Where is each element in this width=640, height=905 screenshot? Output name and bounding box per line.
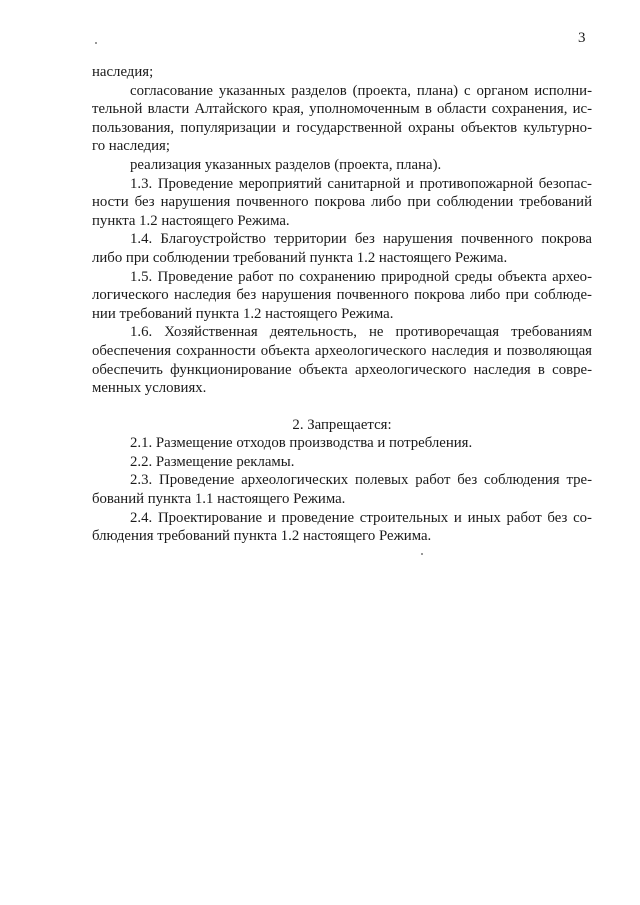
page-number: 3 — [578, 30, 586, 46]
scan-speck — [95, 42, 97, 44]
section-heading: 2. Запрещается: — [292, 416, 392, 433]
text-line: обеспечить функционирование объекта археологического наследия в совре- — [92, 361, 592, 378]
text-line: пункта 1.2 настоящего Режима. — [92, 212, 290, 229]
text-line: тельной власти Алтайского края, уполномоченным в области сохранения, ис- — [92, 101, 592, 118]
scan-speck — [421, 553, 423, 555]
text-line: менных условиях. — [92, 380, 207, 397]
text-line: логического наследия без нарушения почвенного покрова либо при соблюде- — [92, 287, 592, 304]
text-line: 2.2. Размещение рекламы. — [130, 453, 295, 470]
text-line: нии требований пункта 1.2 настоящего Режима. — [92, 305, 394, 322]
text-line: 2.1. Размещение отходов производства и потребления. — [130, 435, 473, 452]
text-line: блюдения требований пункта 1.2 настоящего Режима. — [92, 528, 432, 545]
text-line: обеспечения сохранности объекта археологического наследия и позволяющая — [92, 342, 592, 359]
text-line: 1.6. Хозяйственная деятельность, не противоречащая требованиям — [130, 324, 592, 341]
text-line: либо при соблюдении требований пункта 1.2 настоящего Режима. — [92, 249, 508, 266]
text-line: 2.3. Проведение археологических полевых работ без соблюдения тре- — [130, 472, 592, 489]
text-line: го наследия; — [92, 138, 170, 155]
text-line: реализация указанных разделов (проекта, плана). — [130, 156, 442, 173]
text-line: пользования, популяризации и государственной охраны объектов культурно- — [92, 119, 592, 136]
text-line: бований пункта 1.1 настоящего Режима. — [92, 491, 346, 508]
text-line: согласование указанных разделов (проекта, плана) с органом исполни- — [130, 82, 592, 99]
text-line: ности без нарушения почвенного покрова либо при соблюдении требований — [92, 194, 592, 211]
text-line: 1.5. Проведение работ по сохранению природной среды объекта архео- — [130, 268, 592, 285]
text-line: 2.4. Проектирование и проведение строительных и иных работ без со- — [130, 509, 592, 526]
text-line: наследия; — [92, 64, 154, 80]
text-line: 1.4. Благоустройство территории без нарушения почвенного покрова — [130, 231, 592, 248]
text-line: 1.3. Проведение мероприятий санитарной и противопожарной безопас- — [130, 175, 592, 192]
document-body — [92, 63, 592, 546]
